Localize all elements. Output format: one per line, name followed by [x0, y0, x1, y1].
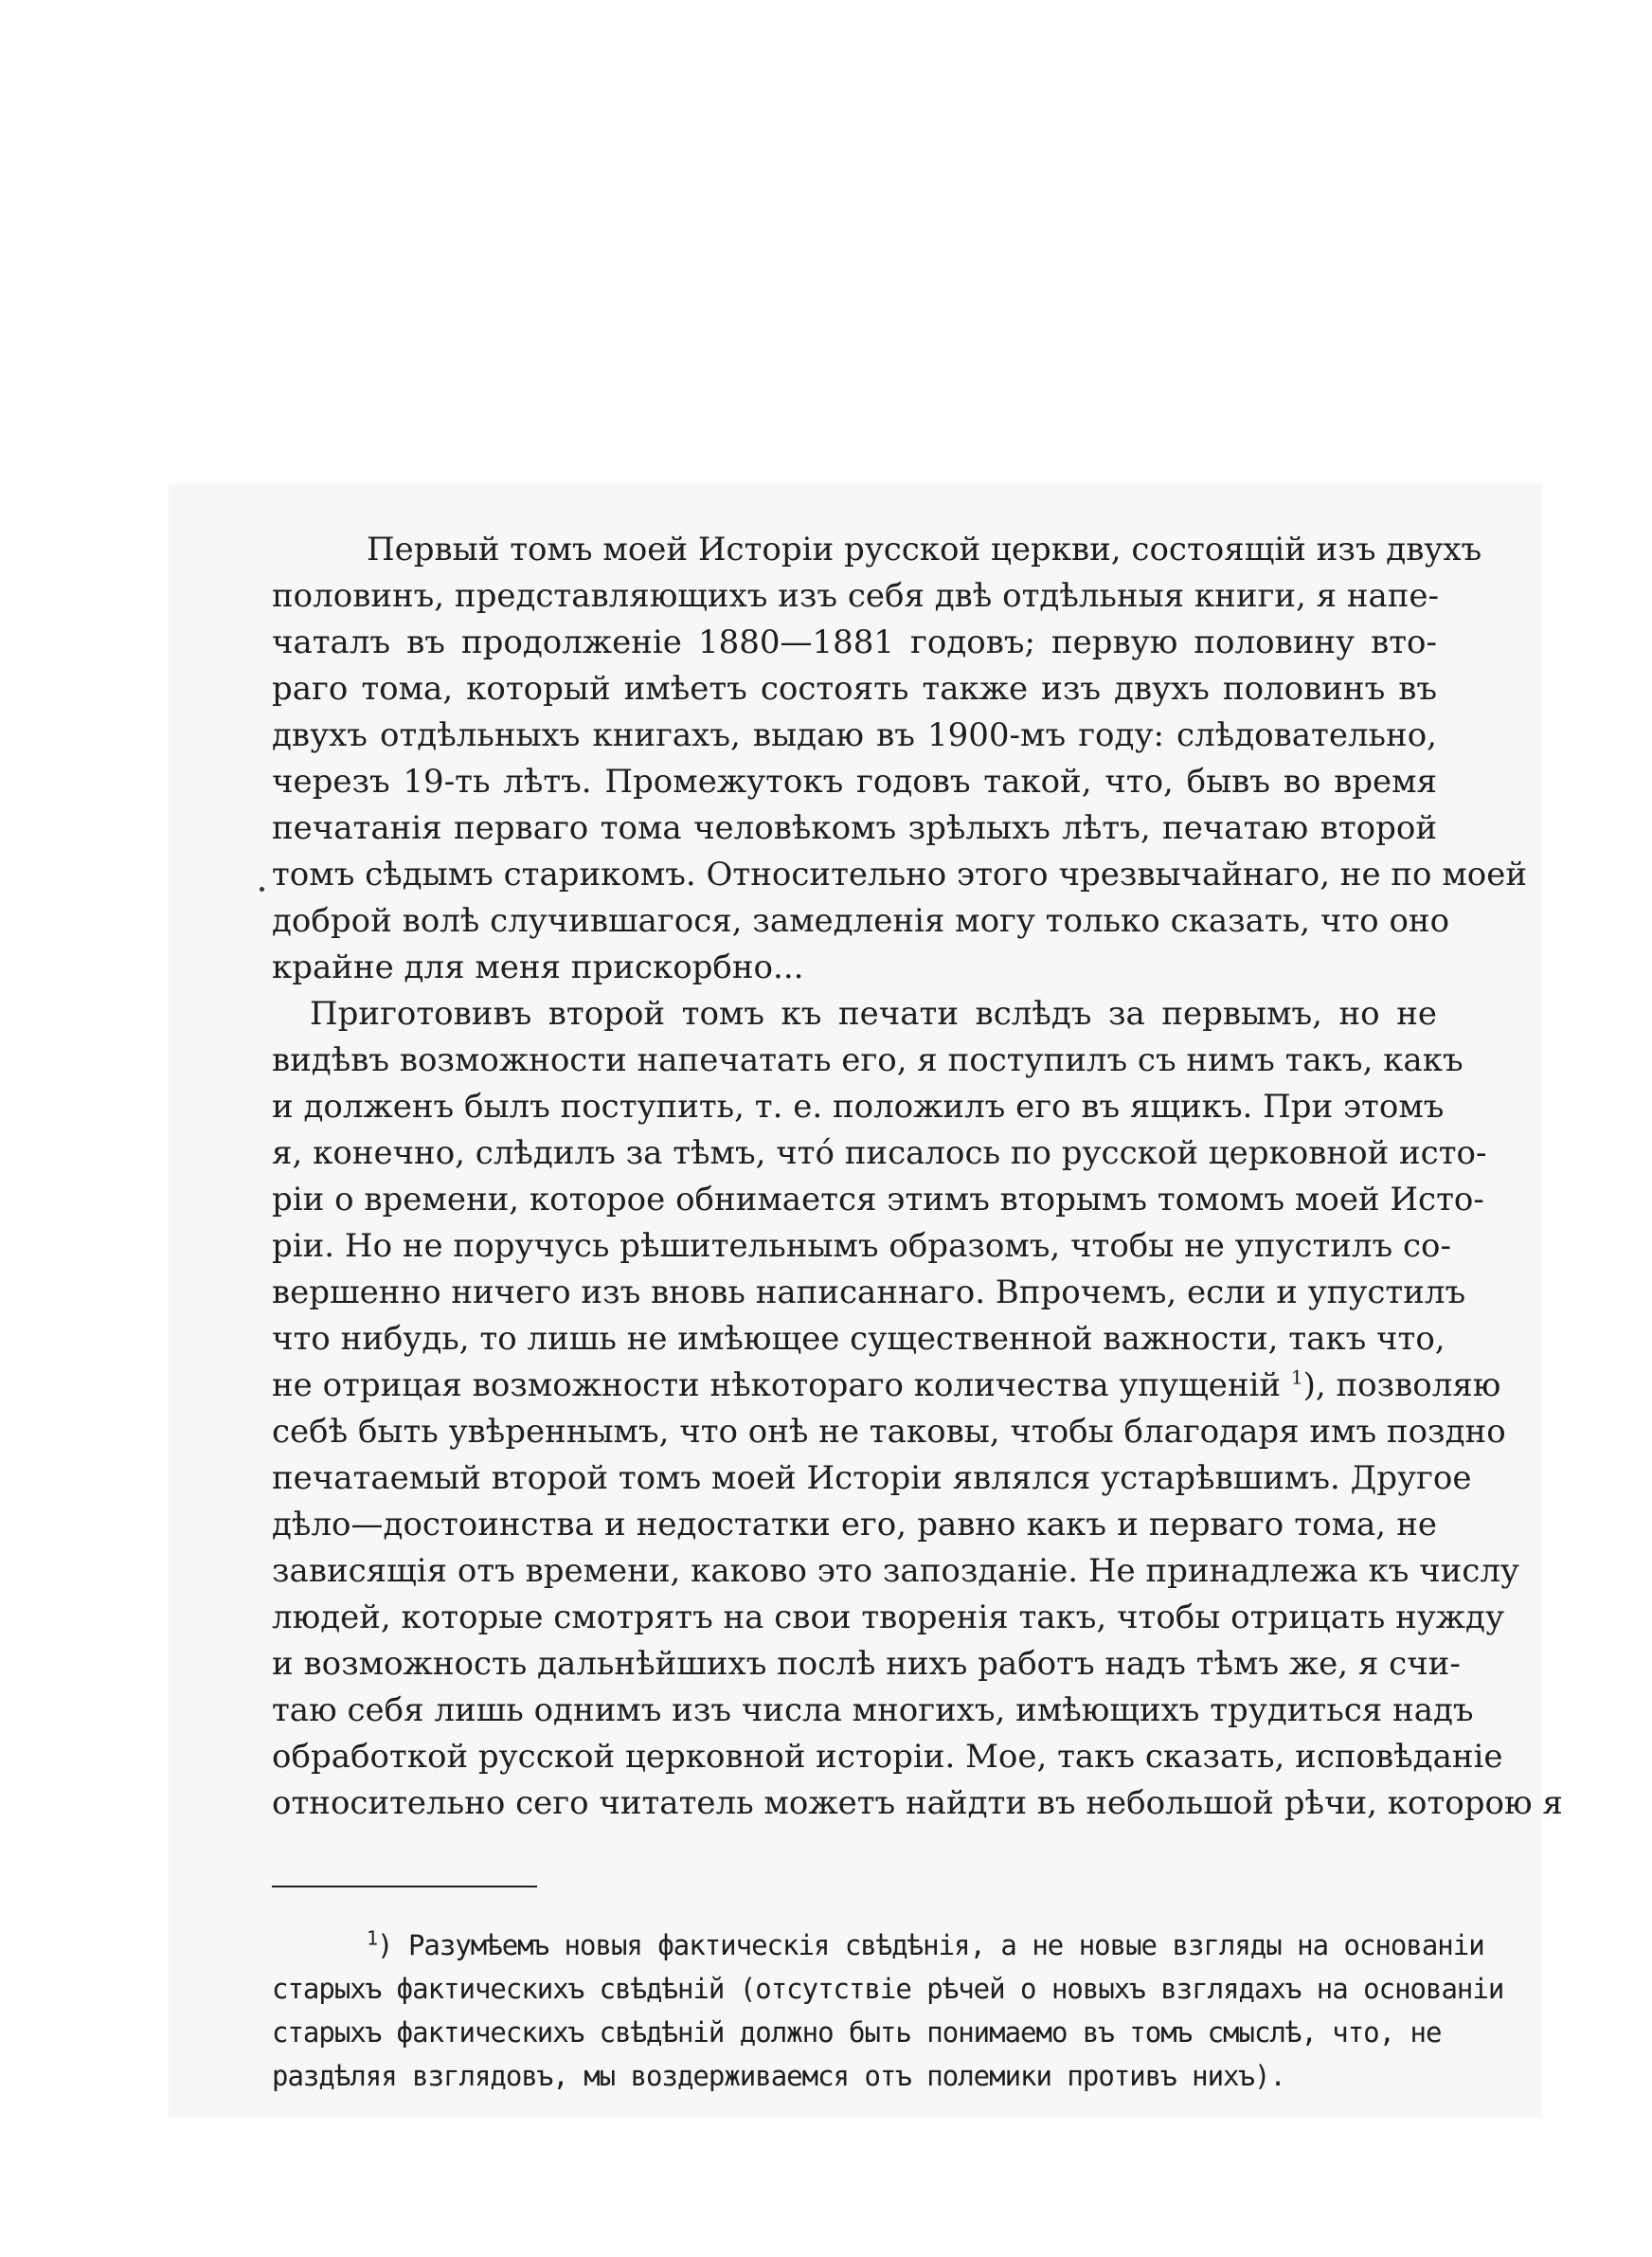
footnote-reference: 1: [1290, 1365, 1303, 1389]
text-line-main: не отрицая возможности нѣкотораго количества упущеній: [272, 1366, 1282, 1404]
text-line: и возможность дальнѣйшихъ послѣ нихъ работъ надъ тѣмъ же, я счи-: [272, 1645, 1461, 1683]
text-line: двухъ отдѣльныхъ книгахъ, выдаю въ 1900-мъ году: слѣдовательно,: [272, 716, 1437, 754]
footnote-marker: 1: [367, 1926, 378, 1950]
text-line: томъ сѣдымъ старикомъ. Относительно этого чрезвычайнаго, не по моей: [272, 856, 1528, 894]
footnote-line: старыхъ фактическихъ свѣдѣній (отсутствіе рѣчей о новыхъ взглядахъ на основаніи: [272, 1973, 1504, 2005]
text-line: зависящія отъ времени, каково это запозданіе. Не принадлежа къ числу: [272, 1552, 1519, 1590]
text-line: дѣло—достоинства и недостатки его, равно какъ и перваго тома, не: [272, 1506, 1437, 1544]
text-line: чаталъ въ продолженіе 1880—1881 годовъ; первую половину вто-: [272, 623, 1437, 661]
main-text: [272, 527, 1563, 1827]
text-line: я, конечно, слѣдилъ за тѣмъ, что́ писалось по русской церковной исто-: [272, 1134, 1487, 1172]
text-line: Приготовивъ второй томъ къ печати вслѣдъ за первымъ, но не: [310, 995, 1437, 1033]
text-line: относительно сего читатель можетъ найдти въ небольшой рѣчи, которою я: [272, 1784, 1563, 1822]
text-line: и долженъ былъ поступить, т. е. положилъ его въ ящикъ. При этомъ: [272, 1088, 1445, 1126]
text-line: черезъ 19-ть лѣтъ. Промежутокъ годовъ такой, что, бывъ во время: [272, 763, 1437, 801]
text-line: вершенно ничего изъ вновь написаннаго. Впрочемъ, если и упустилъ: [272, 1273, 1466, 1311]
text-line: что нибудь, то лишь не имѣющее существенной важности, такъ что,: [272, 1320, 1446, 1358]
text-line: раго тома, который имѣетъ состоять также изъ двухъ половинъ въ: [272, 670, 1437, 708]
text-line-tail: ), позволяю: [1302, 1366, 1501, 1404]
text-line: себѣ быть увѣреннымъ, что онѣ не таковы, чтобы благодаря имъ поздно: [272, 1413, 1506, 1451]
text-line: печатаемый второй томъ моей Исторіи являлся устарѣвшимъ. Другое: [272, 1459, 1472, 1497]
footnote-line-text: ) Разумѣемъ новыя фактическія свѣдѣнія, а не новые взгляды на основаніи: [377, 1929, 1484, 1961]
text-line: доброй волѣ случившагося, замедленія могу только сказать, что оно: [272, 902, 1450, 940]
text-line: людей, которые смотрятъ на свои творенія такъ, чтобы отрицать нужду: [272, 1598, 1504, 1636]
footnote: [272, 1923, 1504, 2098]
footnote-line: [272, 1923, 1484, 1967]
text-line: ріи. Но не поручусь рѣшительнымъ образомъ, чтобы не упустилъ со-: [272, 1227, 1451, 1265]
text-line: таю себя лишь однимъ изъ числа многихъ, имѣющихъ трудиться надъ: [272, 1691, 1474, 1729]
text-line: крайне для меня прискорбно...: [272, 948, 804, 986]
text-line: видѣвъ возможности напечатать его, я поступилъ съ нимъ такъ, какъ: [272, 1041, 1463, 1079]
text-line: печатанія перваго тома человѣкомъ зрѣлыхъ лѣтъ, печатаю второй: [272, 809, 1437, 847]
footnote-line: старыхъ фактическихъ свѣдѣній должно быть понимаемо въ томъ смыслѣ, что, не: [272, 2016, 1442, 2049]
text-line: половинъ, представляющихъ изъ себя двѣ отдѣльныя книги, я напе-: [272, 577, 1440, 615]
margin-mark: [260, 887, 264, 892]
text-line: Первый томъ моей Исторіи русской церкви, состоящій изъ двухъ: [367, 531, 1482, 569]
text-line: обработкой русской церковной исторіи. Мое, такъ сказать, исповѣданіе: [272, 1738, 1503, 1776]
text-line-with-footnote: [272, 1363, 1501, 1409]
footnote-separator: [272, 1886, 537, 1887]
text-line: ріи о времени, которое обнимается этимъ вторымъ томомъ моей Исто-: [272, 1181, 1484, 1219]
footnote-line: раздѣляя взглядовъ, мы воздерживаемся отъ полемики противъ нихъ).: [272, 2060, 1285, 2092]
